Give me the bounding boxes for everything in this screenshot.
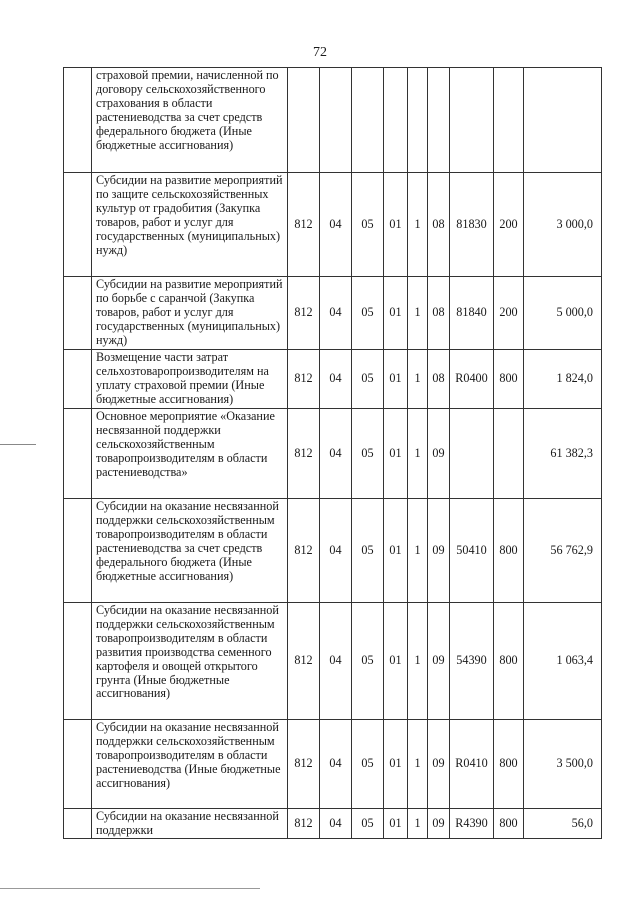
subsection-code: 05 bbox=[352, 350, 384, 409]
page-number: 72 bbox=[313, 45, 327, 60]
activity-code: 09 bbox=[428, 499, 450, 603]
activity-code: 08 bbox=[428, 277, 450, 350]
subsection-code: 05 bbox=[352, 809, 384, 839]
grbs-code: 812 bbox=[288, 603, 320, 720]
table-row bbox=[64, 350, 602, 409]
grbs-code: 812 bbox=[288, 720, 320, 809]
subprogram-code: 1 bbox=[408, 173, 428, 277]
program-code: 01 bbox=[384, 409, 408, 499]
grbs-code: 812 bbox=[288, 350, 320, 409]
amount bbox=[524, 68, 602, 173]
activity-code bbox=[428, 68, 450, 173]
table-row bbox=[64, 277, 602, 350]
item-name: Субсидии на оказание несвязанной поддержки сельскохозяйственным товаропроизводителям в области растениеводства (Иные бюджетные ассигнования) bbox=[92, 720, 288, 809]
grbs-code: 812 bbox=[288, 409, 320, 499]
program-code: 01 bbox=[384, 173, 408, 277]
blank-cell bbox=[64, 409, 92, 499]
direction-code bbox=[450, 68, 494, 173]
subprogram-code: 1 bbox=[408, 603, 428, 720]
direction-code: 50410 bbox=[450, 499, 494, 603]
expense-type-code: 800 bbox=[494, 350, 524, 409]
amount: 3 500,0 bbox=[524, 720, 602, 809]
blank-cell bbox=[64, 809, 92, 839]
direction-code: R0410 bbox=[450, 720, 494, 809]
direction-code bbox=[450, 409, 494, 499]
program-code: 01 bbox=[384, 603, 408, 720]
expense-type-code: 800 bbox=[494, 809, 524, 839]
expense-type-code: 800 bbox=[494, 720, 524, 809]
grbs-code: 812 bbox=[288, 277, 320, 350]
amount: 1 824,0 bbox=[524, 350, 602, 409]
section-code: 04 bbox=[320, 809, 352, 839]
activity-code: 09 bbox=[428, 409, 450, 499]
table-row bbox=[64, 720, 602, 809]
subsection-code: 05 bbox=[352, 173, 384, 277]
amount: 5 000,0 bbox=[524, 277, 602, 350]
activity-code: 08 bbox=[428, 350, 450, 409]
subprogram-code: 1 bbox=[408, 720, 428, 809]
item-name: Субсидии на развитие мероприятий по защите сельскохозяйственных культур от градобития (Закупка товаров, работ и услуг для государственных (муниципальных) нужд) bbox=[92, 173, 288, 277]
amount: 3 000,0 bbox=[524, 173, 602, 277]
amount: 1 063,4 bbox=[524, 603, 602, 720]
table-row bbox=[64, 68, 602, 173]
section-code: 04 bbox=[320, 499, 352, 603]
subsection-code: 05 bbox=[352, 603, 384, 720]
amount: 61 382,3 bbox=[524, 409, 602, 499]
section-code: 04 bbox=[320, 409, 352, 499]
amount: 56,0 bbox=[524, 809, 602, 839]
subsection-code: 05 bbox=[352, 277, 384, 350]
item-name: Основное мероприятие «Оказание несвязанной поддержки сельскохозяйственным товаропроизводителям в области растениеводства» bbox=[92, 409, 288, 499]
item-name: Субсидии на оказание несвязанной поддержки сельскохозяйственным товаропроизводителям в области растениеводства за счет средств федерального бюджета (Иные бюджетные ассигнования) bbox=[92, 499, 288, 603]
subprogram-code: 1 bbox=[408, 350, 428, 409]
table-row bbox=[64, 173, 602, 277]
subsection-code bbox=[352, 68, 384, 173]
budget-table bbox=[63, 67, 602, 839]
section-code bbox=[320, 68, 352, 173]
table-row bbox=[64, 809, 602, 839]
subprogram-code: 1 bbox=[408, 809, 428, 839]
activity-code: 09 bbox=[428, 720, 450, 809]
subsection-code: 05 bbox=[352, 720, 384, 809]
section-code: 04 bbox=[320, 173, 352, 277]
section-code: 04 bbox=[320, 277, 352, 350]
expense-type-code: 200 bbox=[494, 173, 524, 277]
item-name: страховой премии, начисленной по договору сельскохозяйственного страхования в области растениеводства за счет средств федерального бюджета (Иные бюджетные ассигнования) bbox=[92, 68, 288, 173]
program-code: 01 bbox=[384, 809, 408, 839]
amount: 56 762,9 bbox=[524, 499, 602, 603]
program-code: 01 bbox=[384, 499, 408, 603]
item-name: Субсидии на развитие мероприятий по борьбе с саранчой (Закупка товаров, работ и услуг для государственных (муниципальных) нужд) bbox=[92, 277, 288, 350]
blank-cell bbox=[64, 173, 92, 277]
table-row bbox=[64, 409, 602, 499]
program-code: 01 bbox=[384, 720, 408, 809]
activity-code: 09 bbox=[428, 603, 450, 720]
activity-code: 09 bbox=[428, 809, 450, 839]
section-code: 04 bbox=[320, 603, 352, 720]
subprogram-code: 1 bbox=[408, 499, 428, 603]
program-code: 01 bbox=[384, 277, 408, 350]
item-name: Субсидии на оказание несвязанной поддержки сельскохозяйственным товаропроизводителям в области развития производства семенного картофеля и овощей открытого грунта (Иные бюджетные ассигнования) bbox=[92, 603, 288, 720]
subsection-code: 05 bbox=[352, 499, 384, 603]
table-row bbox=[64, 499, 602, 603]
program-code bbox=[384, 68, 408, 173]
section-code: 04 bbox=[320, 350, 352, 409]
blank-cell bbox=[64, 499, 92, 603]
direction-code: R0400 bbox=[450, 350, 494, 409]
scan-edge-mark bbox=[0, 444, 36, 445]
expense-type-code bbox=[494, 409, 524, 499]
direction-code: R4390 bbox=[450, 809, 494, 839]
blank-cell bbox=[64, 720, 92, 809]
grbs-code: 812 bbox=[288, 499, 320, 603]
expense-type-code: 800 bbox=[494, 603, 524, 720]
subprogram-code bbox=[408, 68, 428, 173]
grbs-code: 812 bbox=[288, 173, 320, 277]
blank-cell bbox=[64, 277, 92, 350]
item-name: Возмещение части затрат сельхозтоваропроизводителям на уплату страховой премии (Иные бюджетные ассигнования) bbox=[92, 350, 288, 409]
expense-type-code: 200 bbox=[494, 277, 524, 350]
activity-code: 08 bbox=[428, 173, 450, 277]
direction-code: 81830 bbox=[450, 173, 494, 277]
subprogram-code: 1 bbox=[408, 409, 428, 499]
expense-type-code bbox=[494, 68, 524, 173]
blank-cell bbox=[64, 68, 92, 173]
program-code: 01 bbox=[384, 350, 408, 409]
blank-cell bbox=[64, 350, 92, 409]
scan-edge-mark bbox=[0, 888, 260, 889]
direction-code: 81840 bbox=[450, 277, 494, 350]
direction-code: 54390 bbox=[450, 603, 494, 720]
subprogram-code: 1 bbox=[408, 277, 428, 350]
table-row bbox=[64, 603, 602, 720]
expense-type-code: 800 bbox=[494, 499, 524, 603]
blank-cell bbox=[64, 603, 92, 720]
subsection-code: 05 bbox=[352, 409, 384, 499]
grbs-code bbox=[288, 68, 320, 173]
grbs-code: 812 bbox=[288, 809, 320, 839]
item-name: Субсидии на оказание несвязанной поддержки bbox=[92, 809, 288, 839]
section-code: 04 bbox=[320, 720, 352, 809]
